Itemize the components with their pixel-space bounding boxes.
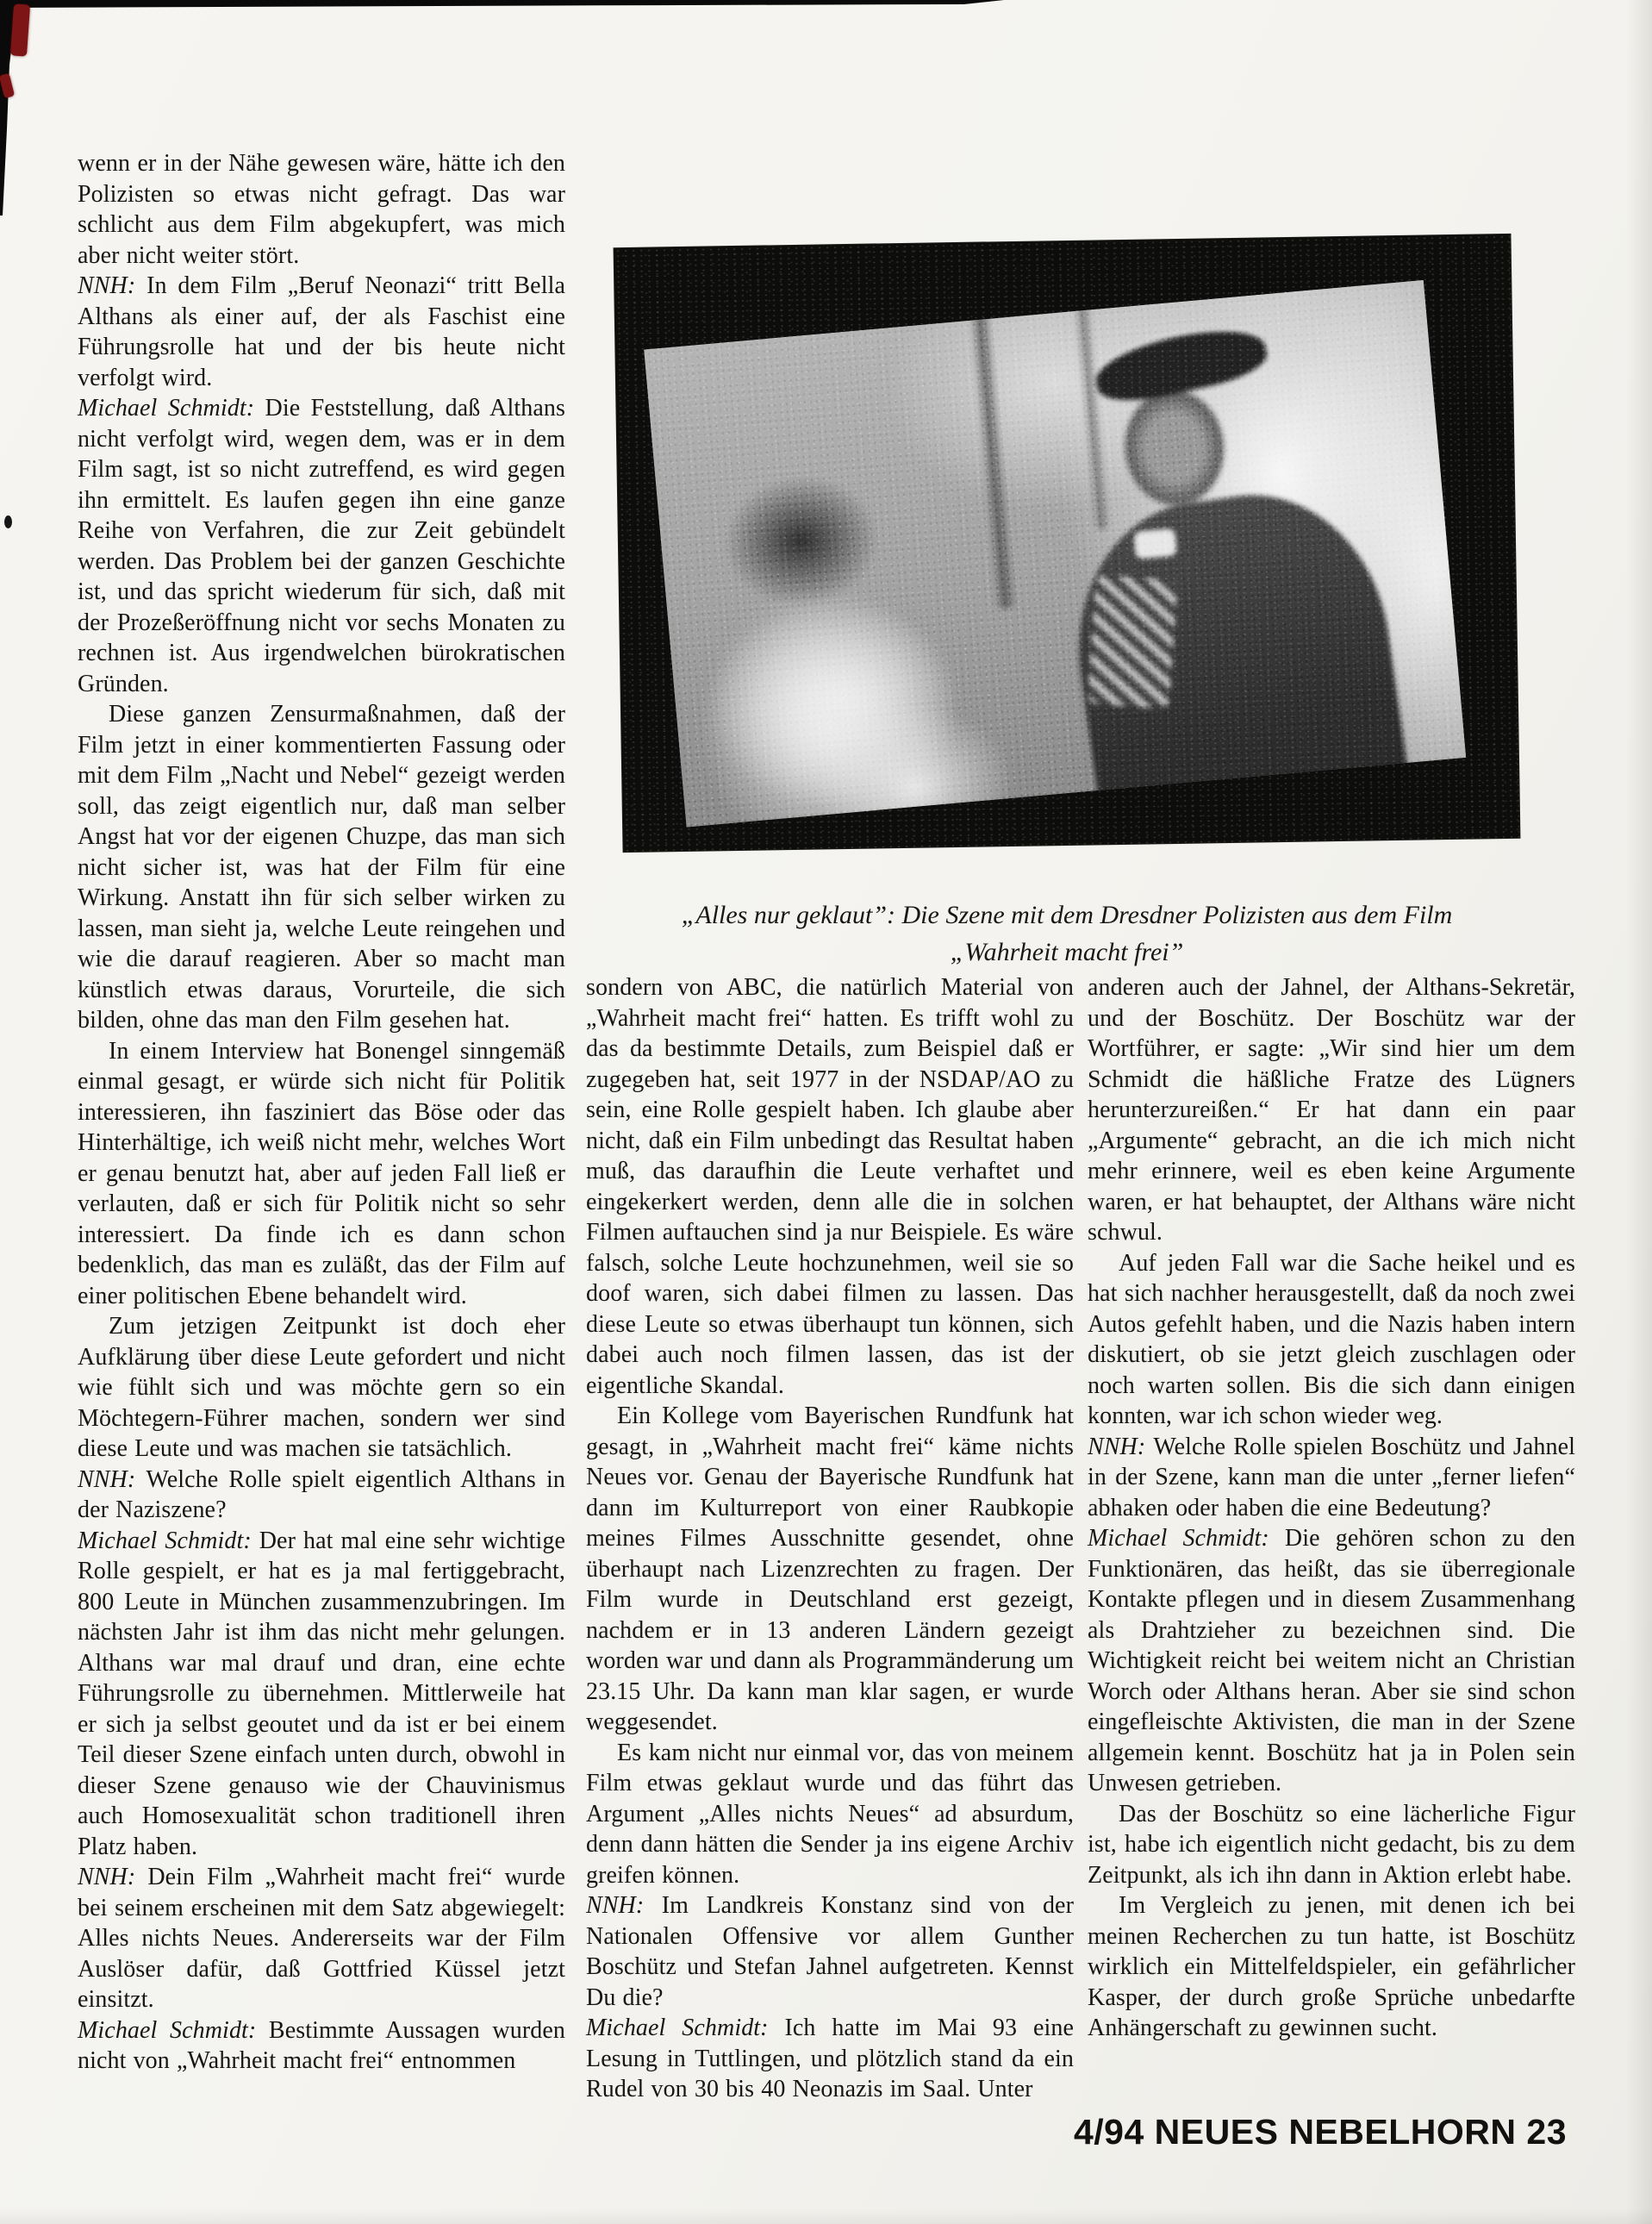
- speaker-label: Michael Schmidt:: [78, 395, 265, 422]
- paragraph: NNH: In dem Film „Beruf Neonazi“ tritt Bella Althans als einer auf, der als Faschist eine Führungsrolle hat und der bis heute nicht verfolgt wird.: [78, 272, 565, 391]
- speaker-label: Michael Schmidt:: [586, 2015, 785, 2041]
- paragraph: Michael Schmidt: Die Feststellung, daß Althans nicht verfolgt wird, wegen dem, was er in dem Film sagt, ist so nicht zutreffend, es wird gegen ihn ermittelt. Es laufen gegen ihn eine ganze Reihe von Verfahren, die zur Zeit gebündelt werden. Das Problem bei der ganzen Geschichte ist, und das spricht wiederum für sich, daß mit der Prozeßeröffnung nicht vor sechs Monaten zu rechnen ist. Aus irgendwelchen bürokratischen Gründen.: [78, 395, 565, 697]
- paragraph: Im Vergleich zu jenen, mit denen ich bei meinen Recherchen zu tun hatte, ist Boschütz wirklich ein Mittelfeldspieler, ein gefährlicher Kasper, der durch große Sprüche unbedarfte Anhängerschaft zu gewinnen sucht.: [1088, 1892, 1575, 2041]
- text-column-middle: [586, 972, 1074, 2105]
- paragraph: Ein Kollege vom Bayerischen Rundfunk hat gesagt, in „Wahrheit macht frei“ käme nichts Neues vor. Genau der Bayerische Rundfunk hat dann im Kulturreport von einer Raubkopie meines Filmes Ausschnitte gesendet, ohne überhaupt nach Lizenzrechten zu fragen. Der Film wurde in Deutschland erst gezeigt, nachdem er in 13 anderen Ländern gezeigt worden war und dann als Programmänderung um 23.15 Uhr. Da kann man klar sagen, er wurde weggesendet.: [586, 1402, 1074, 1735]
- paragraph: NNH: Im Landkreis Konstanz sind von der Nationalen Offensive vor allem Gunther Boschütz und Stefan Jahnel aufgetreten. Kennst Du die?: [586, 1892, 1074, 2011]
- paragraph: Michael Schmidt: Die gehören schon zu den Funktionären, das heißt, das sie überregionale Kontakte pflegen und in diesem Zusammenhang als Drahtzieher zu bezeichnen sind. Die Wichtigkeit reicht bei weitem nicht an Christian Worch oder Althans heran. Aber sie sind schon eingefleischte Aktivisten, die man in der Szene allgemein kennt. Boschütz hat ja in Polen sein Unwesen getrieben.: [1088, 1525, 1575, 1796]
- paragraph: Zum jetzigen Zeitpunkt ist doch eher Aufklärung über diese Leute gefordert und nicht wie fühlt sich und was möchte gern so ein Möchtegern-Führer machen, sondern wer sind diese Leute und was machen sie tatsächlich.: [78, 1313, 565, 1462]
- paragraph: Michael Schmidt: Ich hatte im Mai 93 eine Lesung in Tuttlingen, und plötzlich stand da ein Rudel von 30 bis 40 Neonazis im Saal. Unter: [586, 2015, 1074, 2102]
- speaker-label: Michael Schmidt:: [78, 1527, 259, 1554]
- paragraph: sondern von ABC, die natürlich Material von „Wahrheit macht frei“ hatten. Es trifft wohl zu das da bestimmte Details, zum Beispiel daß er zugegeben hat, seit 1977 in der NSDAP/AO zu sein, eine Rolle gespielt haben. Ich glaube aber nicht, daß ein Film unbedingt das Resultat haben muß, das daraufhin die Leute verhaftet und eingekerkert werden, denn alle die in solchen Filmen auftauchen sind ja nur Beispiele. Es wäre falsch, solche Leute hochzunehmen, weil sie so doof waren, sich dabei filmen zu lassen. Das diese Leute so etwas überhaupt tun können, sich dabei auch noch filmen lassen, das ist der eigentliche Skandal.: [586, 974, 1074, 1399]
- speaker-label: NNH:: [78, 1864, 148, 1890]
- paragraph: Das der Boschütz so eine lächerliche Figur ist, habe ich eigentlich nicht gedacht, bis zu dem Zeitpunkt, als ich ihn dann in Aktion erlebt habe.: [1088, 1800, 1575, 1889]
- scan-edge-top: [0, 0, 1004, 8]
- speaker-label: NNH:: [78, 1465, 146, 1493]
- red-pen-mark: [10, 3, 30, 56]
- photo-caption: [619, 896, 1515, 971]
- speaker-label: Michael Schmidt:: [1088, 1525, 1285, 1552]
- text-column-right: [1088, 972, 1575, 2044]
- photo-tv-still: [614, 234, 1520, 852]
- speaker-label: NNH:: [78, 272, 147, 299]
- paragraph: anderen auch der Jahnel, der Althans-Sekretär, und der Boschütz. Der Boschütz war der Wortführer, er sagte: „Wir sind hier um dem Schmidt die häßliche Fratze des Lügners herunterzureißen.“ Er hat dann ein paar „Argumente“ gebracht, an die ich mich nicht mehr erinnere, weil es eben keine Argumente waren, er hat behauptet, der Althans wäre nicht schwul.: [1088, 974, 1575, 1246]
- text-column-left: [78, 148, 565, 2077]
- figure-policeman-insignia: [1087, 574, 1177, 709]
- window-post: [1072, 290, 1111, 530]
- photo-caption-line1: „Alles nur geklaut”: Die Szene mit dem Dresdner Polizisten aus dem Film: [681, 901, 1453, 929]
- photo-caption-line2: „Wahrheit macht frei”: [950, 938, 1184, 966]
- paragraph: Michael Schmidt: Der hat mal eine sehr wichtige Rolle gespielt, er hat es ja mal fertiggebracht, 800 Leute in München zusammenzubringen. Im nächsten Jahr ist ihm das nicht mehr gelungen. Althans war mal drauf und dran, eine echte Führungsrolle zu übernehmen. Mittlerweile hat er sich ja selbst geoutet und da ist er bei einem Teil dieser Szene einfach unten durch, obwohl in dieser Szene genauso wie der Chauvinismus auch Homosexualität schon traditionell ihren Platz haben.: [78, 1527, 565, 1860]
- tv-screen-image: [644, 280, 1466, 828]
- figure-policeman-face: [1117, 384, 1231, 513]
- speaker-label: NNH:: [1088, 1433, 1154, 1460]
- scan-shade-bottom: [0, 2208, 1652, 2224]
- page-footer: 4/94 NEUES NEBELHORN 23: [1073, 2112, 1567, 2152]
- tv-screen: [644, 280, 1466, 828]
- figure-woman-body: [688, 573, 970, 827]
- paragraph: Michael Schmidt: Bestimmte Aussagen wurden nicht von „Wahrheit macht frei“ entnommen: [78, 2016, 565, 2074]
- paragraph: NNH: Welche Rolle spielen Boschütz und Jahnel in der Szene, kann man die unter „ferner liefen“ abhaken oder haben die eine Bedeutung?: [1088, 1433, 1575, 1521]
- paragraph: In einem Interview hat Bonengel sinngemäß einmal gesagt, er würde sich nicht für Politik interessieren, ihn fasziniert das Böse oder das Hinterhältige, ich weiß nicht mehr, welches Wort er genau benutzt hat, aber auf jeden Fall ließ er verlauten, daß er sich für Politik nicht so sehr interessiert. Da finde ich es dann schon bedenklich, das man es zuläßt, das der Film auf einer politischen Ebene behandelt wird.: [78, 1037, 565, 1309]
- paragraph: Es kam nicht nur einmal vor, das von meinem Film etwas geklaut wurde und das führt das Argument „Alles nichts Neues“ ad absurdum, denn dann hätten die Sender ja ins eigene Archiv greifen können.: [586, 1739, 1074, 1889]
- window-post: [968, 298, 1018, 609]
- bright-spot: [1133, 528, 1177, 559]
- speaker-label: Michael Schmidt:: [78, 2016, 269, 2044]
- speaker-label: NNH:: [586, 1892, 662, 1919]
- scan-speck: [4, 515, 12, 528]
- paragraph: Diese ganzen Zensurmaßnahmen, daß der Film jetzt in einer kommentierten Fassung oder mit dem Film „Nacht und Nebel“ gezeigt werden soll, das zeigt eigentlich nur, daß man selber Angst hat vor der eigenen Chuzpe, das man sich nicht sicher ist, was hat der Film für eine Wirkung. Anstatt ihn für sich selber wirken zu lassen, man sieht ja, welche Leute reingehen und wie die darauf reagieren. Aber so macht man künstlich etwas daraus, Vorurteile, die sich bilden, ohne das man den Film gesehen hat.: [78, 701, 565, 1034]
- scan-shade-right: [1626, 0, 1652, 2224]
- paragraph: wenn er in der Nähe gewesen wäre, hätte ich den Polizisten so etwas nicht gefragt. Das war schlicht aus dem Film abgekupfert, was mich aber nicht weiter stört.: [78, 150, 565, 269]
- paragraph: NNH: Dein Film „Wahrheit macht frei“ wurde bei seinem erscheinen mit dem Satz abgewiegelt: Alles nichts Neues. Andererseits war der Film Auslöser dafür, daß Gottfried Küssel jetzt einsitzt.: [78, 1864, 565, 2013]
- paragraph: Auf jeden Fall war die Sache heikel und es hat sich nachher herausgestellt, daß da noch zwei Autos gefehlt haben, und die Nazis haben intern diskutiert, ob sie jetzt gleich zuschlagen oder noch warten sollen. Bis die sich dann einigen konnten, war ich schon wieder weg.: [1088, 1249, 1575, 1429]
- paragraph: NNH: Welche Rolle spielt eigentlich Althans in der Naziszene?: [78, 1465, 565, 1523]
